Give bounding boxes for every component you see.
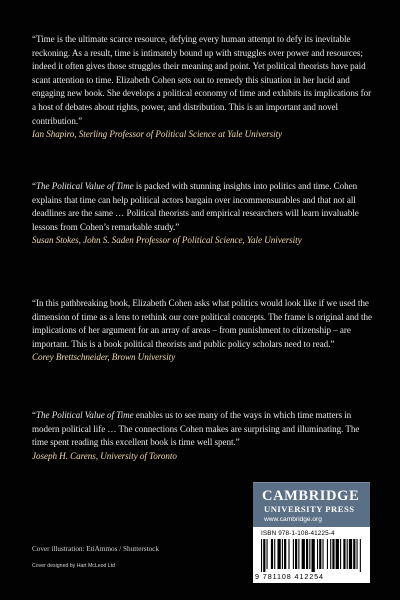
barcode-bar	[302, 539, 305, 569]
barcode-bar	[284, 539, 286, 569]
barcode-bar	[330, 539, 331, 569]
cover-design-credit: Cover designed by Hart McLeod Ltd	[32, 563, 116, 569]
barcode-bar	[293, 539, 294, 569]
quote-text: enables us to see many of the ways in which time matters in modern political life … The connections Cohen makes are surprising and illuminating. The time spent reading this excellent book is time well spent.”	[32, 410, 360, 448]
blurb-quote	[32, 409, 372, 450]
quote-text: is packed with stunning insights into politics and time. Cohen explains that time can help political actors bargain over incommensurables and that not all deadlines are the same … Political theorists and empirical researchers will learn invaluable lessons from Cohen’s remarkable study.”	[32, 181, 359, 232]
barcode-bar	[274, 539, 275, 569]
barcode-bar	[263, 539, 265, 572]
quote-text: “In this pathbreaking book, Elizabeth Cohen asks what politics would look like if we used the dimension of time as a lens to rethink our core political concepts. The frame is original and the implications of her argument for an array of areas – from punishment to citizenship – are important. This is a book political theorists and public policy scholars need to read.”	[32, 298, 372, 349]
barcode-bar	[349, 539, 352, 569]
blurb-carens	[32, 409, 372, 463]
cover-illustration-credit: Cover illustration: EtiAmmos / Shutterstock	[32, 545, 159, 553]
barcode-bar	[319, 539, 321, 569]
blurb-quote	[32, 297, 372, 351]
publisher-url: www.cambridge.org	[264, 516, 322, 523]
publisher-logo-panel	[253, 482, 370, 528]
blurb-brettschneider	[32, 297, 372, 365]
blurb-shapiro	[32, 33, 372, 142]
barcode-digits: 9 781108 412254	[255, 572, 324, 581]
blurb-attribution: Corey Brettschneider, Brown University	[32, 352, 176, 363]
barcode-bar	[347, 539, 348, 569]
barcode-bar	[336, 539, 339, 569]
blurb-attribution: Joseph H. Carens, University of Toronto	[32, 450, 177, 461]
publisher-press: UNIVERSITY PRESS	[264, 504, 355, 514]
barcode-bar	[327, 539, 328, 569]
barcode-bar	[360, 539, 361, 572]
book-title-italic: The Political Value of Time	[36, 410, 134, 420]
blurb-stokes	[32, 180, 372, 248]
barcode-bar	[322, 539, 323, 569]
barcode-bar	[295, 539, 297, 569]
barcode-bar	[277, 539, 280, 569]
open-quote-mark: “	[32, 410, 36, 420]
barcode-icon	[261, 539, 362, 572]
isbn-barcode-panel	[253, 527, 370, 583]
barcode-bar	[309, 539, 310, 569]
blurb-quote	[32, 180, 372, 234]
barcode-bar	[317, 539, 318, 569]
barcode-bar	[353, 539, 355, 569]
barcode-bar	[298, 539, 299, 569]
barcode-bar	[312, 539, 315, 572]
book-title-italic: The Political Value of Time	[36, 181, 134, 191]
barcode-bar	[343, 539, 345, 569]
open-quote-mark: “	[32, 181, 36, 191]
quote-text: “Time is the ultimate scarce resource, defying every human attempt to defy its inevitable reckoning. As a result, time is intimately bound up with struggles over power and resources; indeed it often gives those struggles their meaning and point. Yet political theorists have paid scant attention to time. Elizabeth Cohen sets out to remedy this situation in her lucid and engaging new book. She develops a political economy of time and exhibits its implications for a host of debates about rights, power, and distribution. This is an important and novel contribution.”	[32, 34, 372, 126]
barcode-bar	[332, 539, 334, 569]
blurb-attribution: Susan Stokes, John S. Saden Professor of Political Science, Yale University	[32, 235, 302, 246]
blurb-quote	[32, 33, 372, 128]
barcode-bar	[340, 539, 341, 569]
publisher-name: CAMBRIDGE	[262, 488, 360, 504]
barcode-bar	[261, 539, 262, 572]
barcode-bar	[282, 539, 283, 569]
isbn-label: ISBN 978-1-108-41225-4	[261, 530, 335, 537]
barcode-bar	[288, 539, 289, 569]
barcode-bar	[271, 539, 273, 569]
barcode-bar	[357, 539, 358, 569]
blurb-attribution: Ian Shapiro, Sterling Professor of Political Science at Yale University	[32, 129, 283, 140]
barcode-bar	[266, 539, 267, 569]
barcode-bar	[306, 539, 308, 569]
